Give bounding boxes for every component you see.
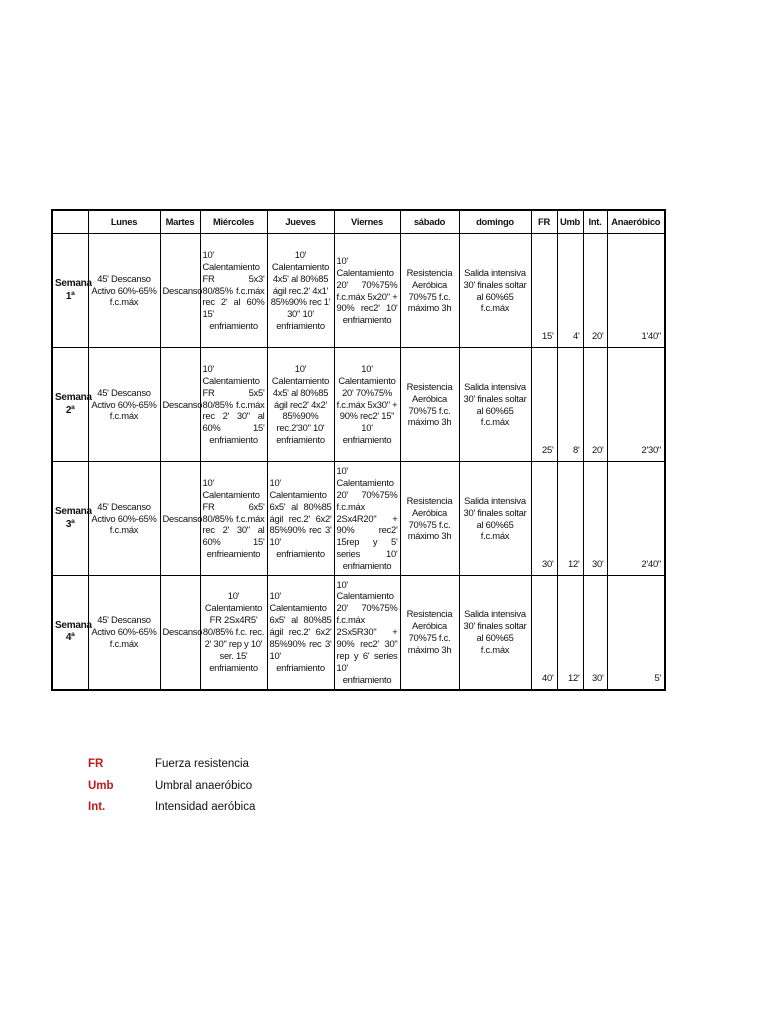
header-fr: FR [531,210,557,234]
cell-jueves: 10' Calentamiento 6x5' al 80%85 ágil rec.2' 6x2' 85%90% rec 3' 10' enfriamiento [267,576,334,690]
cell-sabado: Resistencia Aeróbica 70%75 f.c. máximo 3h [400,234,459,348]
header-miercoles: Miércoles [200,210,267,234]
cell-jueves: 10' Calentamiento 4x5' al 80%85 ágil rec.2' 4x1' 85%90% rec 1' 30" 10' enfriamiento [267,234,334,348]
cell-martes: Descanso [160,234,200,348]
legend-desc: Intensidad aeróbica [155,801,256,813]
cell-martes: Descanso [160,462,200,576]
cell-domingo: Salida intensiva 30' finales soltar al 60%65 f.c.máx [459,348,531,462]
cell-miercoles: 10' Calentamiento FR 5x5' 80/85% f.c.máx rec 2' 30" al 60% 15' enfriamiento [200,348,267,462]
header-anaerobico: Anaeróbico [607,210,665,234]
cell-int: 20' [583,348,607,462]
cell-int: 30' [583,462,607,576]
header-domingo: domingo [459,210,531,234]
cell-sabado: Resistencia Aeróbica 70%75 f.c. máximo 3h [400,348,459,462]
cell-umb: 12' [557,576,583,690]
cell-anaerobico: 2'40" [607,462,665,576]
week-label: Semana 2ª [52,348,88,462]
cell-domingo: Salida intensiva 30' finales soltar al 60%65 f.c.máx [459,462,531,576]
header-sabado: sábado [400,210,459,234]
cell-lunes: 45' Descanso Activo 60%-65% f.c.máx [88,348,160,462]
cell-fr: 40' [531,576,557,690]
cell-martes: Descanso [160,576,200,690]
cell-viernes: 10' Calentamiento 20' 70%75% f.c.máx 5x20" + 90% rec2' 10' enfriamiento [334,234,400,348]
cell-int: 30' [583,576,607,690]
header-martes: Martes [160,210,200,234]
cell-viernes: 10' Calentamiento 20' 70%75% f.c.máx 2Sx4R20" + 90% rec2' 15rep y 5' series 10' enfriamiento [334,462,400,576]
legend [88,758,255,823]
table-row [52,462,665,576]
cell-viernes: 10' Calentamiento 20' 70%75% f.c.máx 2Sx5R30" + 90% rec2' 30" rep y 6' series 10' enfriamiento [334,576,400,690]
legend-abbr: Umb [88,779,114,792]
training-plan-table [51,209,666,691]
legend-desc: Fuerza resistencia [155,758,249,770]
table-row [52,576,665,690]
cell-jueves: 10' Calentamiento 6x5' al 80%85 ágil rec.2' 6x2' 85%90% rec 3' 10' enfriamiento [267,462,334,576]
cell-sabado: Resistencia Aeróbica 70%75 f.c. máximo 3h [400,576,459,690]
header-umb: Umb [557,210,583,234]
week-label: Semana 1ª [52,234,88,348]
legend-item [88,801,255,823]
table-row [52,348,665,462]
cell-martes: Descanso [160,348,200,462]
cell-fr: 25' [531,348,557,462]
cell-domingo: Salida intensiva 30' finales soltar al 60%65 f.c.máx [459,234,531,348]
cell-jueves: 10' Calentamiento 4x5' al 80%85 ágil rec2' 4x2' 85%90% rec.2'30" 10' enfriamiento [267,348,334,462]
legend-desc: Umbral anaeróbico [155,779,253,792]
header-int: Int. [583,210,607,234]
legend-abbr: FR [88,758,104,770]
header-corner [52,210,88,234]
cell-lunes: 45' Descanso Activo 60%-65% f.c.máx [88,576,160,690]
cell-anaerobico: 1'40" [607,234,665,348]
legend-item [88,780,255,802]
header-lunes: Lunes [88,210,160,234]
week-label: Semana 3ª [52,462,88,576]
cell-umb: 12' [557,462,583,576]
header-row [52,210,665,234]
header-jueves: Jueves [267,210,334,234]
cell-fr: 15' [531,234,557,348]
header-viernes: Viernes [334,210,400,234]
cell-lunes: 45' Descanso Activo 60%-65% f.c.máx [88,234,160,348]
cell-lunes: 45' Descanso Activo 60%-65% f.c.máx [88,462,160,576]
cell-viernes: 10' Calentamiento 20' 70%75% f.c.máx 5x30" + 90% rec2' 15" 10' enfriamiento [334,348,400,462]
table-row [52,234,665,348]
cell-int: 20' [583,234,607,348]
cell-umb: 4' [557,234,583,348]
cell-fr: 30' [531,462,557,576]
cell-anaerobico: 5' [607,576,665,690]
legend-abbr: Int. [88,801,106,813]
cell-anaerobico: 2'30" [607,348,665,462]
legend-item [88,758,255,780]
cell-sabado: Resistencia Aeróbica 70%75 f.c. máximo 3h [400,462,459,576]
cell-domingo: Salida intensiva 30' finales soltar al 60%65 f.c.máx [459,576,531,690]
week-label: Semana 4ª [52,576,88,690]
cell-miercoles: 10' Calentamiento FR 2Sx4R5' 80/85% f.c. rec. 2' 30" rep y 10' ser. 15' enfriamiento [200,576,267,690]
cell-miercoles: 10' Calentamiento FR 5x3' 80/85% f.c.máx rec 2' al 60% 15' enfriamiento [200,234,267,348]
cell-miercoles: 10' Calentamiento FR 6x5' 80/85% f.c.máx rec 2' 30" al 60% 15' enfrieamiento [200,462,267,576]
cell-umb: 8' [557,348,583,462]
